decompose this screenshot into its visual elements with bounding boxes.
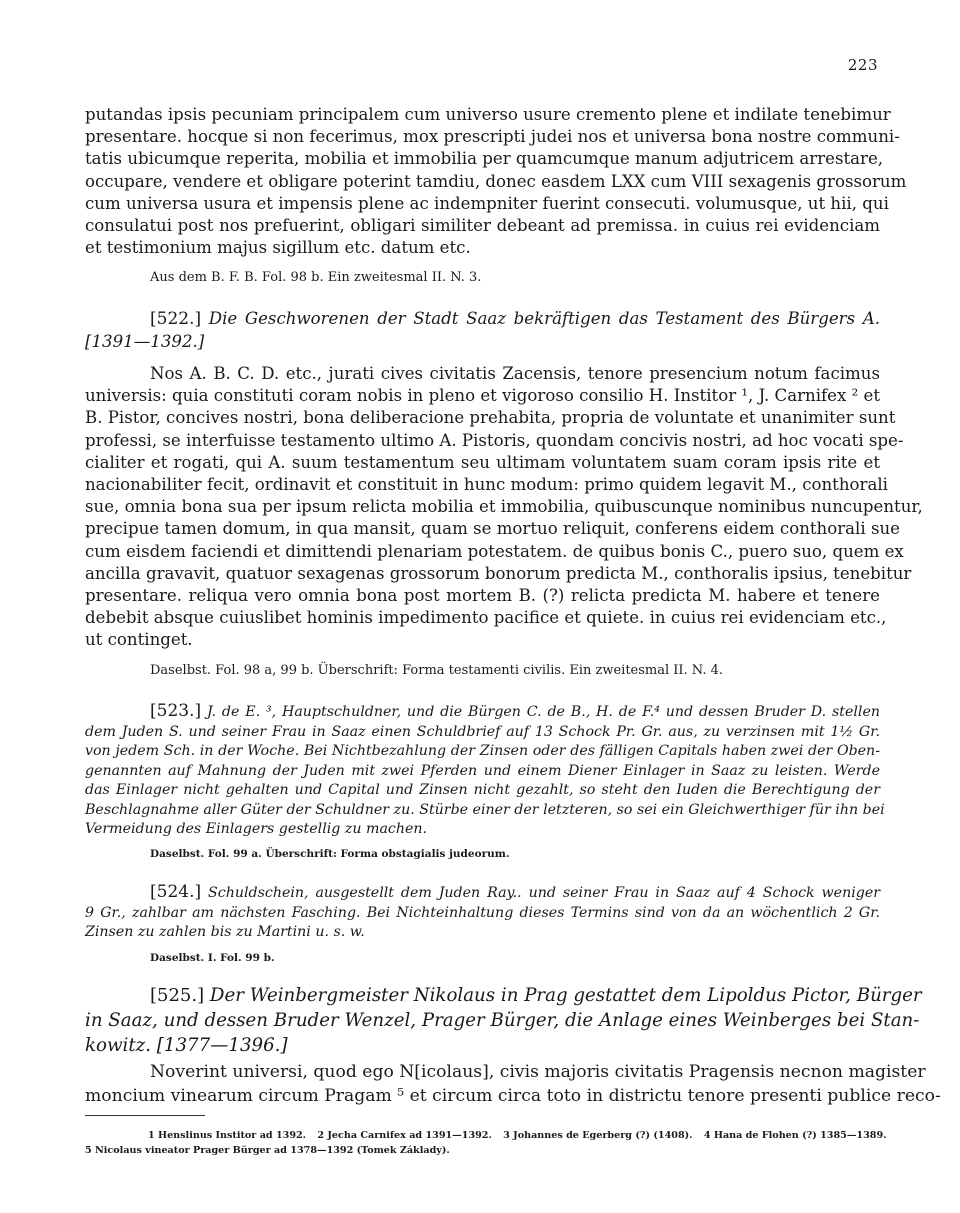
summary-line [85,883,880,904]
document-number: [525.] [150,985,205,1006]
summary-line: genannten auf Mahnung der Juden mit zwei Pferden und einem Diener Einlager in Saaz zu leisten. Werde [85,762,880,779]
source-note [85,269,880,287]
summary-line: Vermeidung des Einlagers gestellig zu machen. [85,821,428,837]
document-525-heading [85,983,922,1058]
footnote-1: 1 Henslinus Institor ad 1392. [148,1130,307,1141]
page-number: 223 [847,56,878,74]
source-line: Daselbst. Fol. 98 a, 99 b. Überschrift: Forma testamenti civilis. Ein zweitesmal II. N. 4. [150,663,724,678]
text-line: presentare. reliqua vero omnia bona post mortem B. (?) relicta predicta M. habere et tenere [85,586,880,606]
source-line: Daselbst. Fol. 99 a. Überschrift: Forma obstagialis judeorum. [150,848,510,860]
document-524-source [85,950,880,966]
footnote-line [85,1143,885,1158]
text-line: nacionabiliter fecit, ordinavit et constituit in hunc modum: primo quidem legavit M., conthorali [85,475,888,495]
text-line: et testimonium majus sigillum etc. datum etc. [85,238,471,258]
summary-line: Zinsen zu zahlen bis zu Martini u. s. w. [85,924,365,940]
text-line: sue, omnia bona sua per ipsum relicta mobilia et immobilia, quibuscunque nominibus nuncupentur, [85,497,923,517]
footnote-line [148,1128,948,1143]
text-line: ut continget. [85,630,193,650]
document-522-text [85,363,923,652]
text-line: Noverint universi, quod ego N[icolaus], civis majoris civitatis Pragensis necnon magister [150,1062,926,1082]
text-line: consulatui post nos prefuerint, obligari similiter debeant ad premissa. in cuius rei evidenciam [85,216,880,236]
text-line: universis: quia constituti coram nobis in pleno et vigoroso consilio H. Institor ¹, J. Carnifex ² et [85,386,881,406]
summary-text: J. de E. ³, Hauptschuldner, und die Bürgen C. de B., H. de F.⁴ und dessen Bruder D. stellen [206,704,881,720]
source-line: Daselbst. I. Fol. 99 b. [150,952,275,964]
text-line: cum eisdem faciendi et dimittendi plenariam potestatem. de quibus bonis C., puero suo, quem ex [85,541,904,561]
footnote-4: 4 Hana de Flohen (?) 1385—1389. [703,1130,887,1141]
heading-line: in Saaz, und dessen Bruder Wenzel, Prager Bürger, die Anlage eines Weinberges bei Stan- [85,1010,920,1031]
document-524-summary [85,883,880,943]
text-line: cum universa usura et impensis plene ac indempniter fuerint consecuti. volumusque, ut hii, qui [85,193,889,213]
footnote-5: 5 Nicolaus vineator Prager Bürger ad 1378—1392 (Tomek Základy). [85,1145,450,1156]
summary-line: 9 Gr., zahlbar am nächsten Fasching. Bei Nichteinhaltung dieses Termins sind von da an wöchentlich 2 Gr. [85,904,880,921]
footnote-2: 2 Jecha Carnifex ad 1391—1392. [317,1130,492,1141]
text-line: tatis ubicumque reperita, mobilia et immobilia per quamcumque manum adjutricem arrestare, [85,149,884,169]
summary-line: Beschlagnahme aller Güter der Schuldner zu. Stürbe einer der letzteren, so sei ein Gleichwerthiger für ihn bei [85,801,885,818]
heading-line [85,308,880,331]
text-line: presentare. hocque si non fecerimus, mox prescripti judei nos et universa bona nostre communi- [85,127,900,147]
text-line: debebit absque cuiuslibet hominis impedimento pacifice et quiete. in cuius rei evidenciam etc., [85,608,887,628]
summary-text: Schuldschein, ausgestellt dem Juden Ray.. und seiner Frau in Saaz auf 4 Schock weniger [208,885,880,901]
heading-text: Die Geschworenen der Stadt Saaz bekräftigen das Testament des Bürgers A. [208,309,880,328]
summary-line: dem Juden S. und seiner Frau in Saaz einen Schuldbrief auf 13 Schock Pr. Gr. aus, zu verzinsen mit 1½ Gr. [85,723,880,740]
footnote-rule [85,1115,205,1116]
summary-line [85,702,880,723]
heading-line: kowitz. [1377—1396.] [85,1035,288,1056]
summary-line: von jedem Sch. in der Woche. Bei Nichtbezahlung der Zinsen oder des fälligen Capitals haben zwei der Oben- [85,743,880,759]
summary-line: das Einlager nicht gehalten und Capital und Zinsen nicht gezahlt, so steht den Iuden die Berechtigung der [85,782,880,798]
document-522-source [85,662,880,680]
text-line: occupare, vendere et obligare poterint tamdiu, donec easdem LXX cum VIII sexagenis grossorum [85,171,907,191]
text-line: ancilla gravavit, quatuor sexagenas grossorum bonorum predicta M., conthoralis ipsius, tenebitur [85,563,912,583]
continuation-paragraph [85,104,907,259]
text-line: professi, se interfuisse testamento ultimo A. Pistoris, quondam concivis nostri, ad hoc vocati spe- [85,430,904,450]
footnote-3: 3 Johannes de Egerberg (?) (1408). [503,1130,693,1141]
heading-text: Der Weinbergmeister Nikolaus in Prag gestattet dem Lipoldus Pictor, Bürger [209,985,922,1006]
text-line: Nos A. B. C. D. etc., jurati cives civitatis Zacensis, tenore presencium notum facimus [150,364,880,383]
document-number: [524.] [150,882,202,902]
document-523-source [85,846,880,862]
document-number: [522.] [150,309,202,329]
text-line: cialiter et rogati, qui A. suum testamentum seu ultimam voluntatem suam coram ipsis rite et [85,452,880,472]
document-522-heading [85,308,880,353]
text-line: putandas ipsis pecuniam principalem cum universo usure cremento plene et indilate tenebimur [85,105,891,124]
text-line: B. Pistor, concives nostri, bona deliberacione prehabita, propria de voluntate et unanimiter sunt [85,408,896,428]
document-525-text [85,1060,941,1108]
heading-date: [1391—1392.] [85,331,205,351]
heading-line [85,983,922,1008]
source-line: Aus dem B. F. B. Fol. 98 b. Ein zweitesmal II. N. 3. [150,270,482,285]
document-523-summary [85,701,885,840]
text-line: precipue tamen domum, in qua mansit, quam se mortuo reliquit, conferens eidem conthorali sue [85,519,900,539]
document-number: [523.] [150,701,202,721]
text-line: moncium vinearum circum Pragam ⁵ et circum circa toto in districtu tenore presenti publice reco- [85,1086,941,1106]
